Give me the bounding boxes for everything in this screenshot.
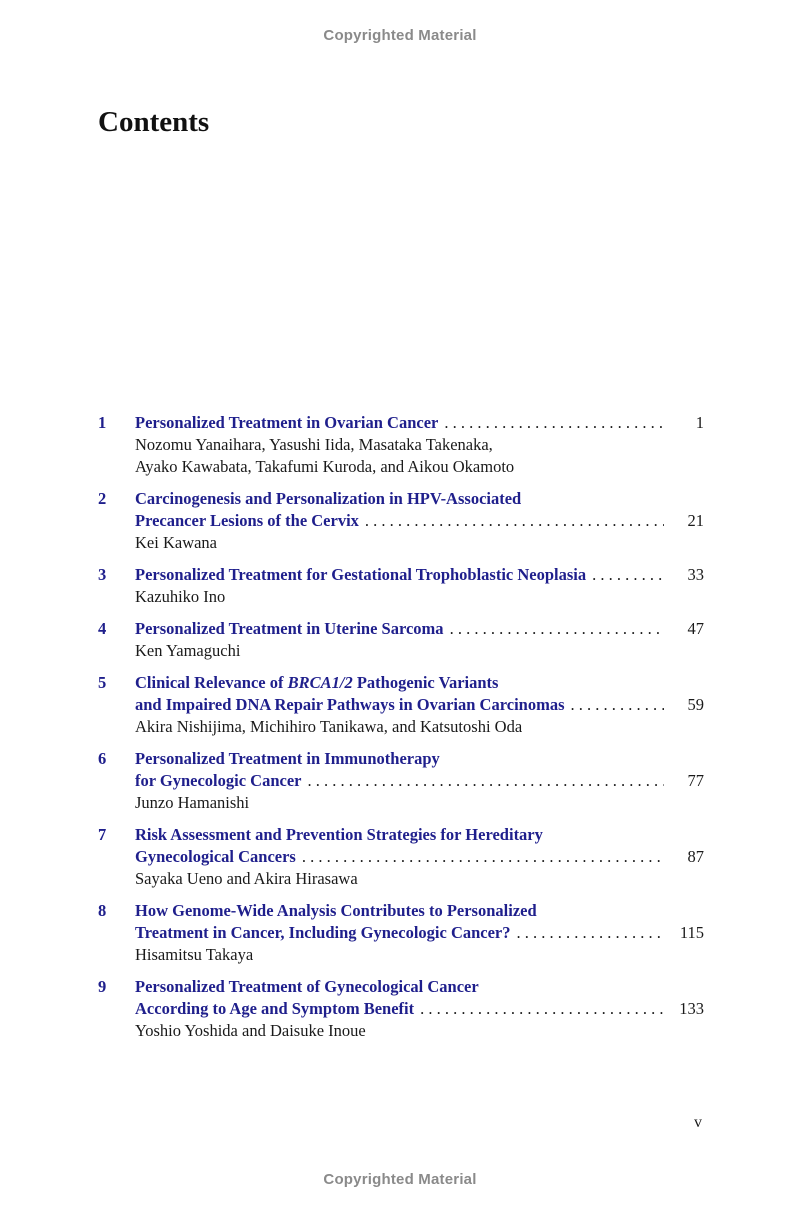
- chapter-authors: Junzo Hamanishi: [135, 793, 250, 812]
- chapter-title: Personalized Treatment for Gestational Trophoblastic Neoplasia: [135, 565, 587, 584]
- copyright-watermark-bottom: Copyrighted Material: [323, 1171, 477, 1188]
- chapter-title-part: Pathogenic Variants: [352, 673, 499, 692]
- chapter-authors: Sayaka Ueno and Akira Hirasawa: [135, 869, 358, 888]
- page-number: 33: [687, 565, 704, 584]
- chapter-number: 1: [98, 413, 107, 432]
- chapter-title-link[interactable]: [135, 998, 704, 1020]
- chapter-title: Personalized Treatment in Uterine Sarcoma: [135, 619, 444, 638]
- leader-dots: [296, 846, 664, 868]
- chapter-title-part: Clinical Relevance of: [135, 673, 288, 692]
- chapter-authors: Hisamitsu Takaya: [135, 945, 254, 964]
- chapter-authors: Ken Yamaguchi: [135, 641, 241, 660]
- page-number: 133: [679, 999, 704, 1018]
- copyright-watermark-top: Copyrighted Material: [323, 27, 477, 44]
- leader-dots: [565, 694, 665, 716]
- page-title: Contents: [98, 106, 210, 138]
- chapter-title: and Impaired DNA Repair Pathways in Ovarian Carcinomas: [135, 695, 565, 714]
- chapter-title: Personalized Treatment in Ovarian Cancer: [135, 413, 439, 432]
- page-number: 21: [687, 511, 704, 530]
- chapter-title-link[interactable]: [135, 510, 704, 532]
- leader-dots: [359, 510, 664, 532]
- page-number: 77: [687, 771, 704, 790]
- chapter-title-link[interactable]: [135, 846, 704, 868]
- page-number: 59: [687, 695, 704, 714]
- toc-entry-9[interactable]: [98, 976, 704, 1042]
- toc-entry-4[interactable]: [98, 618, 704, 662]
- gene-name: BRCA1/2: [287, 673, 353, 692]
- chapter-number: 7: [98, 825, 107, 844]
- chapter-authors: Ayako Kawabata, Takafumi Kuroda, and Aikou Okamoto: [135, 457, 515, 476]
- chapter-title-link[interactable]: [135, 564, 704, 586]
- leader-dots: [444, 618, 664, 640]
- toc-entry-5[interactable]: [98, 672, 704, 738]
- page-number: 115: [679, 923, 704, 942]
- chapter-title[interactable]: Personalized Treatment of Gynecological Cancer: [135, 977, 479, 996]
- chapter-number: 5: [98, 673, 107, 692]
- chapter-title-link[interactable]: [135, 618, 704, 640]
- chapter-authors: Kazuhiko Ino: [135, 587, 226, 606]
- chapter-title[interactable]: [135, 672, 704, 694]
- chapter-number: 6: [98, 749, 107, 768]
- page-number: 1: [695, 413, 704, 432]
- toc-entry-3[interactable]: [98, 564, 704, 608]
- chapter-title-link[interactable]: [135, 694, 704, 716]
- chapter-title[interactable]: How Genome-Wide Analysis Contributes to Personalized: [135, 901, 537, 920]
- chapter-title: for Gynecologic Cancer: [135, 771, 302, 790]
- page-number: 87: [687, 847, 704, 866]
- page-number: 47: [687, 619, 704, 638]
- chapter-number: 4: [98, 619, 107, 638]
- chapter-title: Treatment in Cancer, Including Gynecologic Cancer?: [135, 923, 511, 942]
- chapter-title-link[interactable]: [135, 412, 704, 434]
- chapter-title-link[interactable]: [135, 770, 704, 792]
- chapter-title: According to Age and Symptom Benefit: [135, 999, 415, 1018]
- leader-dots: [414, 998, 664, 1020]
- page-folio: v: [694, 1114, 702, 1131]
- toc-entry-8[interactable]: [98, 900, 704, 966]
- chapter-title: Precancer Lesions of the Cervix: [135, 511, 359, 530]
- chapter-authors: Kei Kawana: [135, 533, 218, 552]
- chapter-title-link[interactable]: [135, 922, 704, 944]
- chapter-number: 2: [98, 489, 107, 508]
- leader-dots: [586, 564, 664, 586]
- leader-dots: [301, 770, 664, 792]
- toc-entry-2[interactable]: [98, 488, 704, 554]
- chapter-authors: Yoshio Yoshida and Daisuke Inoue: [135, 1021, 366, 1040]
- table-of-contents: [98, 412, 704, 1052]
- chapter-number: 3: [98, 565, 107, 584]
- toc-entry-1[interactable]: [98, 412, 704, 478]
- leader-dots: [438, 412, 664, 434]
- chapter-authors: Akira Nishijima, Michihiro Tanikawa, and Katsutoshi Oda: [135, 717, 523, 736]
- chapter-title[interactable]: Personalized Treatment in Immunotherapy: [135, 749, 440, 768]
- toc-entry-7[interactable]: [98, 824, 704, 890]
- chapter-title[interactable]: Carcinogenesis and Personalization in HPV-Associated: [135, 489, 522, 508]
- chapter-number: 9: [98, 977, 107, 996]
- chapter-authors: Nozomu Yanaihara, Yasushi Iida, Masataka Takenaka,: [135, 435, 493, 454]
- chapter-title[interactable]: Risk Assessment and Prevention Strategies for Hereditary: [135, 825, 543, 844]
- chapter-number: 8: [98, 901, 107, 920]
- chapter-title: Gynecological Cancers: [135, 847, 296, 866]
- toc-entry-6[interactable]: [98, 748, 704, 814]
- leader-dots: [511, 922, 664, 944]
